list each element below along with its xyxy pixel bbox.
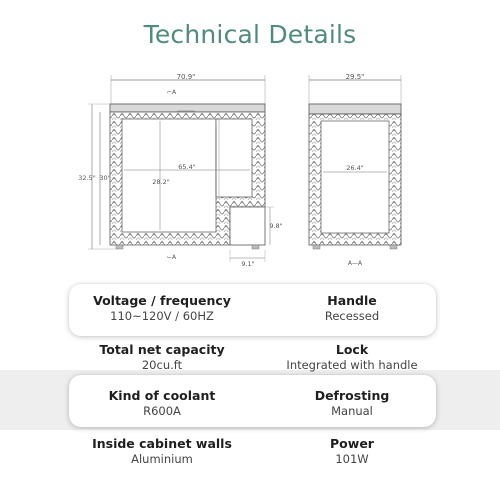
spec-value: 101W bbox=[335, 452, 369, 466]
page-title: Technical Details bbox=[143, 20, 357, 49]
spec-power bbox=[242, 436, 462, 466]
dim-inner-width: 65.4" bbox=[178, 163, 196, 171]
dim-inner-total-height: 30" bbox=[99, 174, 111, 182]
spec-lock bbox=[242, 342, 462, 372]
front-view bbox=[78, 73, 282, 268]
spec-label: Handle bbox=[327, 293, 377, 308]
spec-cabinet-walls bbox=[52, 436, 272, 466]
spec-value: Manual bbox=[331, 404, 373, 418]
spec-value: Aluminium bbox=[131, 452, 193, 466]
spec-value: Recessed bbox=[324, 309, 380, 323]
spec-label: Kind of coolant bbox=[108, 388, 216, 403]
dim-inner-height: 28.2" bbox=[152, 178, 170, 186]
dim-front-width: 70.9" bbox=[176, 73, 196, 81]
spec-value: Integrated with handle bbox=[286, 358, 418, 372]
dim-step-width: 9.1" bbox=[241, 260, 255, 268]
dim-outer-height: 32.5" bbox=[78, 174, 96, 182]
section-marker-top: ⌐A bbox=[167, 89, 177, 96]
spec-value: 20cu.ft bbox=[141, 358, 183, 372]
spec-capacity bbox=[52, 342, 272, 372]
spec-label: Defrosting bbox=[314, 388, 390, 403]
spec-label: Lock bbox=[335, 342, 369, 357]
spec-value: R600A bbox=[143, 404, 181, 418]
section-label: A—A bbox=[347, 260, 363, 267]
side-view bbox=[309, 73, 401, 267]
section-marker-bottom: ⌙A bbox=[167, 254, 177, 261]
spec-label: Inside cabinet walls bbox=[92, 436, 232, 451]
dim-side-inner-width: 26.4" bbox=[346, 164, 364, 172]
spec-label: Power bbox=[330, 436, 374, 451]
spec-coolant bbox=[52, 388, 272, 418]
spec-label: Total net capacity bbox=[99, 342, 225, 357]
dim-side-width: 29.5" bbox=[345, 73, 365, 81]
spec-label: Voltage / frequency bbox=[93, 293, 231, 308]
spec-voltage bbox=[52, 293, 272, 323]
spec-handle bbox=[242, 293, 462, 323]
spec-defrosting bbox=[242, 388, 462, 418]
spec-value: 110~120V / 60HZ bbox=[110, 309, 214, 323]
dim-step-height: 9.8" bbox=[269, 222, 283, 230]
